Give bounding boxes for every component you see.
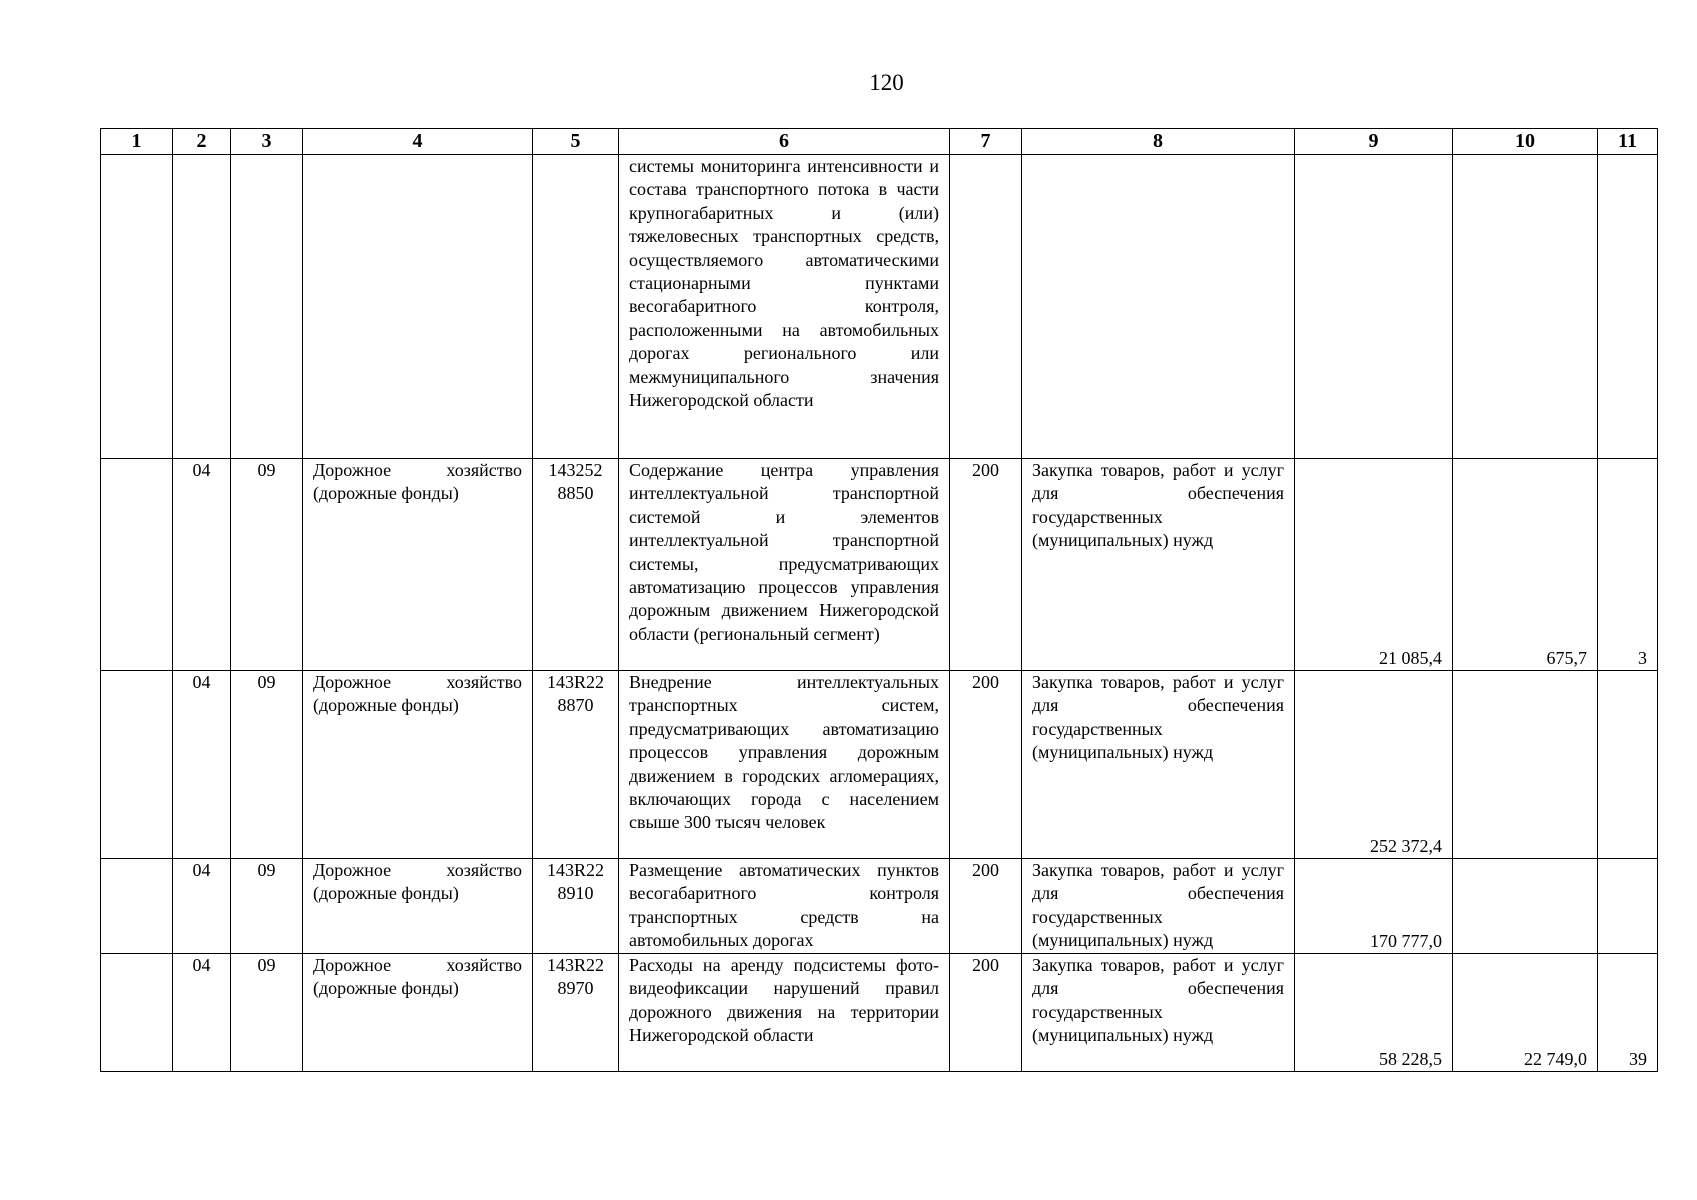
cell-expense-name: Закупка товаров, работ и услуг для обеспечения государственных (муниципальных) нужд	[1022, 671, 1295, 859]
cell-subsection: 09	[231, 954, 303, 1072]
table-row	[101, 155, 1658, 459]
cell-amount-2	[1453, 671, 1598, 859]
cell-amount-3	[1598, 859, 1658, 954]
column-header: 11	[1598, 129, 1658, 155]
column-header: 10	[1453, 129, 1598, 155]
cell-amount: 58 228,5	[1295, 954, 1453, 1072]
cell-amount-3: 3	[1598, 459, 1658, 671]
cell-expense-name	[1022, 155, 1295, 459]
cell-amount	[1295, 155, 1453, 459]
cell-amount-2: 675,7	[1453, 459, 1598, 671]
cell-section-name: Дорожное хозяйство (дорожные фонды)	[303, 954, 533, 1072]
cell-empty	[101, 671, 173, 859]
cell-expense-type: 200	[950, 954, 1022, 1072]
cell-section: 04	[173, 954, 231, 1072]
cell-section: 04	[173, 459, 231, 671]
cell-amount-2	[1453, 155, 1598, 459]
budget-table	[100, 128, 1658, 1072]
table-row	[101, 954, 1658, 1072]
cell-section-name: Дорожное хозяйство (дорожные фонды)	[303, 859, 533, 954]
page-number: 120	[869, 70, 904, 95]
cell-section-name: Дорожное хозяйство (дорожные фонды)	[303, 671, 533, 859]
cell-expense-type	[950, 155, 1022, 459]
cell-target-code: 143R22 8970	[533, 954, 619, 1072]
cell-subsection	[231, 155, 303, 459]
cell-section-name: Дорожное хозяйство (дорожные фонды)	[303, 459, 533, 671]
cell-subsection: 09	[231, 459, 303, 671]
cell-expense-name: Закупка товаров, работ и услуг для обеспечения государственных (муниципальных) нужд	[1022, 459, 1295, 671]
cell-amount-3	[1598, 671, 1658, 859]
column-header: 2	[173, 129, 231, 155]
cell-description: Содержание центра управления интеллектуальной транспортной системой и элементов интеллектуальной транспортной системы, предусматривающих автоматизацию процессов управления дорожным движением Нижегородской области (региональный сегмент)	[619, 459, 950, 671]
column-header: 9	[1295, 129, 1453, 155]
column-header: 7	[950, 129, 1022, 155]
table-row	[101, 859, 1658, 954]
cell-amount-3: 39	[1598, 954, 1658, 1072]
cell-target-code: 143R22 8870	[533, 671, 619, 859]
cell-expense-type: 200	[950, 671, 1022, 859]
cell-expense-name: Закупка товаров, работ и услуг для обеспечения государственных (муниципальных) нужд	[1022, 859, 1295, 954]
cell-section: 04	[173, 859, 231, 954]
cell-target-code: 143252 8850	[533, 459, 619, 671]
cell-expense-name: Закупка товаров, работ и услуг для обеспечения государственных (муниципальных) нужд	[1022, 954, 1295, 1072]
cell-expense-type: 200	[950, 459, 1022, 671]
cell-section-name	[303, 155, 533, 459]
cell-description: Расходы на аренду подсистемы фото-видеофиксации нарушений правил дорожного движения на территории Нижегородской области	[619, 954, 950, 1072]
cell-amount-2: 22 749,0	[1453, 954, 1598, 1072]
cell-description: Внедрение интеллектуальных транспортных систем, предусматривающих автоматизацию процессов управления дорожным движением в городских агломерациях, включающих города с населением свыше 300 тысяч человек	[619, 671, 950, 859]
cell-section: 04	[173, 671, 231, 859]
column-header: 6	[619, 129, 950, 155]
cell-empty	[101, 954, 173, 1072]
table-row	[101, 671, 1658, 859]
cell-empty	[101, 459, 173, 671]
cell-amount: 252 372,4	[1295, 671, 1453, 859]
cell-target-code: 143R22 8910	[533, 859, 619, 954]
cell-amount-2	[1453, 859, 1598, 954]
cell-description: системы мониторинга интенсивности и состава транспортного потока в части крупногабаритных и (или) тяжеловесных транспортных средств, осуществляемого автоматическими стационарными пунктами весогабаритного контроля, расположенными на автомобильных дорогах регионального или межмуниципального значения Нижегородской области	[619, 155, 950, 459]
cell-subsection: 09	[231, 859, 303, 954]
column-header: 4	[303, 129, 533, 155]
cell-amount: 170 777,0	[1295, 859, 1453, 954]
cell-expense-type: 200	[950, 859, 1022, 954]
cell-amount: 21 085,4	[1295, 459, 1453, 671]
column-header: 8	[1022, 129, 1295, 155]
cell-amount-3	[1598, 155, 1658, 459]
cell-empty	[101, 155, 173, 459]
cell-section	[173, 155, 231, 459]
column-header: 1	[101, 129, 173, 155]
column-header: 5	[533, 129, 619, 155]
cell-subsection: 09	[231, 671, 303, 859]
cell-empty	[101, 859, 173, 954]
table-row	[101, 459, 1658, 671]
column-header: 3	[231, 129, 303, 155]
cell-description: Размещение автоматических пунктов весогабаритного контроля транспортных средств на автомобильных дорогах	[619, 859, 950, 954]
cell-target-code	[533, 155, 619, 459]
header-row	[101, 129, 1658, 155]
